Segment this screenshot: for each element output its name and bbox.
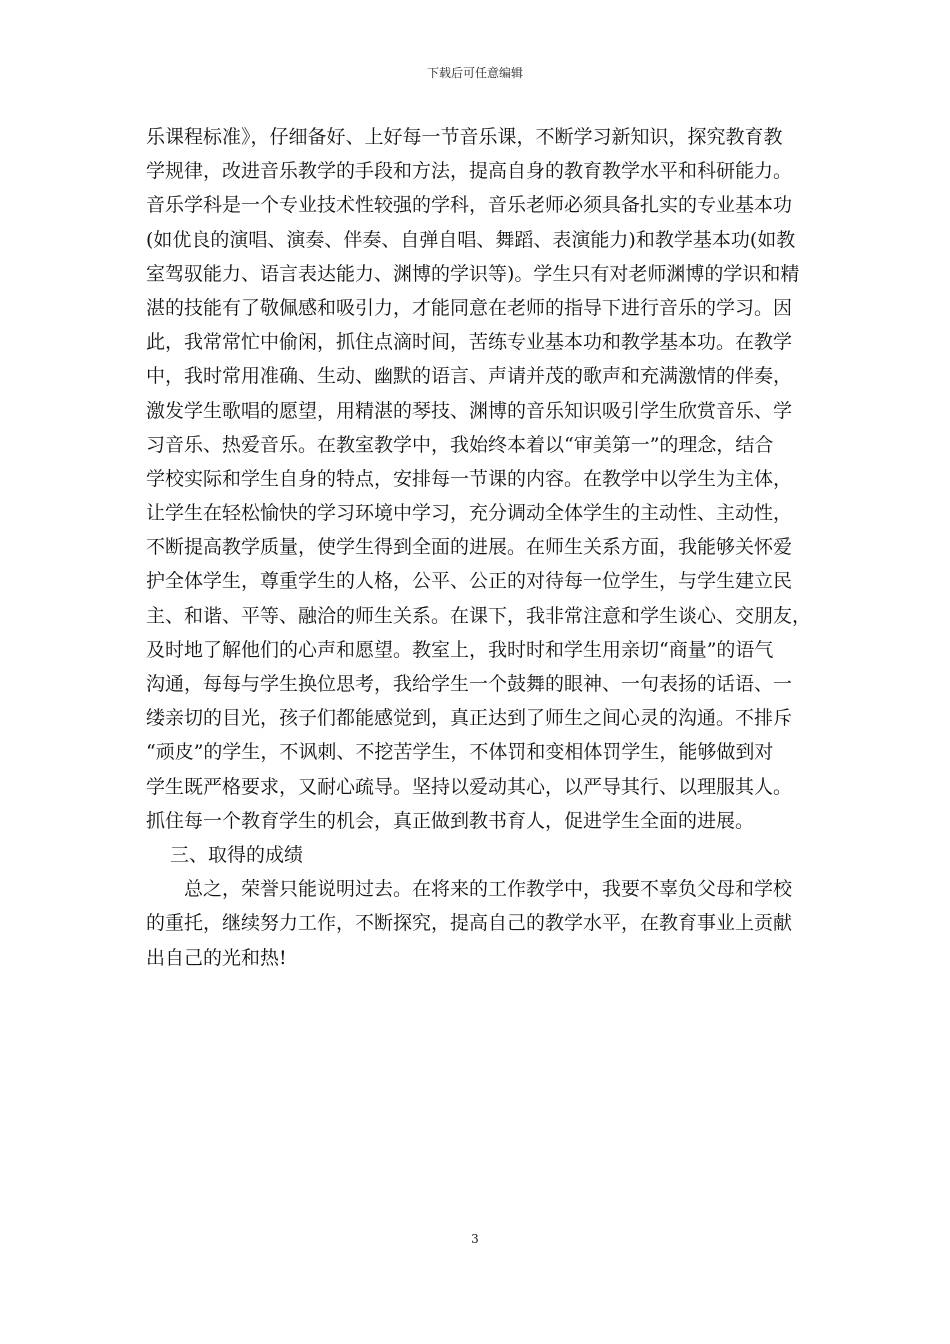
paragraph-line: 护全体学生，尊重学生的人格，公平、公正的对待每一位学生，与学生建立民 (146, 570, 793, 593)
paragraph-line: 缕亲切的目光，孩子们都能感觉到，真正达到了师生之间心灵的沟通。不排斥 (146, 707, 793, 730)
paragraph-line: 学规律，改进音乐教学的手段和方法，提高自身的教育教学水平和科研能力。 (146, 160, 793, 183)
section-heading: 三、取得的成绩 (170, 843, 304, 866)
paragraph-line: 此，我常常忙中偷闲，抓住点滴时间，苦练专业基本功和教学基本功。在教学 (146, 331, 793, 354)
paragraph-line: 湛的技能有了敬佩感和吸引力，才能同意在老师的指导下进行音乐的学习。因 (146, 296, 793, 319)
page-number: 3 (471, 1232, 479, 1246)
page-header: 下载后可任意编辑 (426, 66, 523, 80)
paragraph-line: 学生既严格要求，又耐心疏导。坚持以爱动其心，以严导其行、以理服其人。 (146, 775, 793, 798)
paragraph-line: 主、和谐、平等、融洽的师生关系。在课下，我非常注意和学生谈心、交朋友， (146, 604, 812, 627)
body-text (146, 120, 810, 975)
paragraph-line: 学校实际和学生自身的特点，安排每一节课的内容。在教学中以学生为主体， (146, 467, 793, 490)
paragraph-line: 音乐学科是一个专业技术性较强的学科，音乐老师必须具备扎实的专业基本功 (146, 194, 793, 217)
paragraph-line: 沟通，每每与学生换位思考，我给学生一个鼓舞的眼神、一句表扬的话语、一 (146, 673, 793, 695)
paragraph-line: 不断提高教学质量，使学生得到全面的进展。在师生关系方面，我能够关怀爱 (146, 536, 793, 559)
paragraph-line: “顽皮”的学生，不讽刺、不挖苦学生，不体罚和变相体罚学生，能够做到对 (146, 741, 774, 764)
conclusion-line: 出自己的光和热! (146, 946, 287, 969)
paragraph-line: 乐课程标准》，仔细备好、上好每一节音乐课，不断学习新知识，探究教育教 (146, 126, 783, 148)
paragraph-line: 让学生在轻松愉快的学习环境中学习，充分调动全体学生的主动性、主动性， (146, 502, 793, 525)
paragraph-line: 抓住每一个教育学生的机会，真正做到教书育人，促进学生全面的进展。 (146, 809, 755, 832)
paragraph-line: 激发学生歌唱的愿望，用精湛的琴技、渊博的音乐知识吸引学生欣赏音乐、学 (146, 399, 793, 422)
paragraph-line: 中，我时常用准确、生动、幽默的语言、声请并茂的歌声和充满激情的伴奏， (146, 365, 793, 388)
paragraph-line: (如优良的演唱、演奏、伴奏、自弹自唱、舞蹈、表演能力)和教学基本功(如教 (146, 228, 796, 251)
paragraph-line: 室驾驭能力、语言表达能力、渊博的学识等)。学生只有对老师渊博的学识和精 (146, 262, 800, 285)
conclusion-line: 总之，荣誉只能说明过去。在将来的工作教学中，我要不辜负父母和学校 (184, 878, 793, 901)
conclusion-line: 的重托，继续努力工作，不断探究，提高自己的教学水平，在教育事业上贡献 (146, 912, 793, 935)
paragraph-line: 习音乐、热爱音乐。在教室教学中，我始终本着以“审美第一”的理念，结合 (146, 433, 774, 456)
paragraph-line: 及时地了解他们的心声和愿望。教室上，我时时和学生用亲切“商量”的语气 (146, 638, 774, 661)
